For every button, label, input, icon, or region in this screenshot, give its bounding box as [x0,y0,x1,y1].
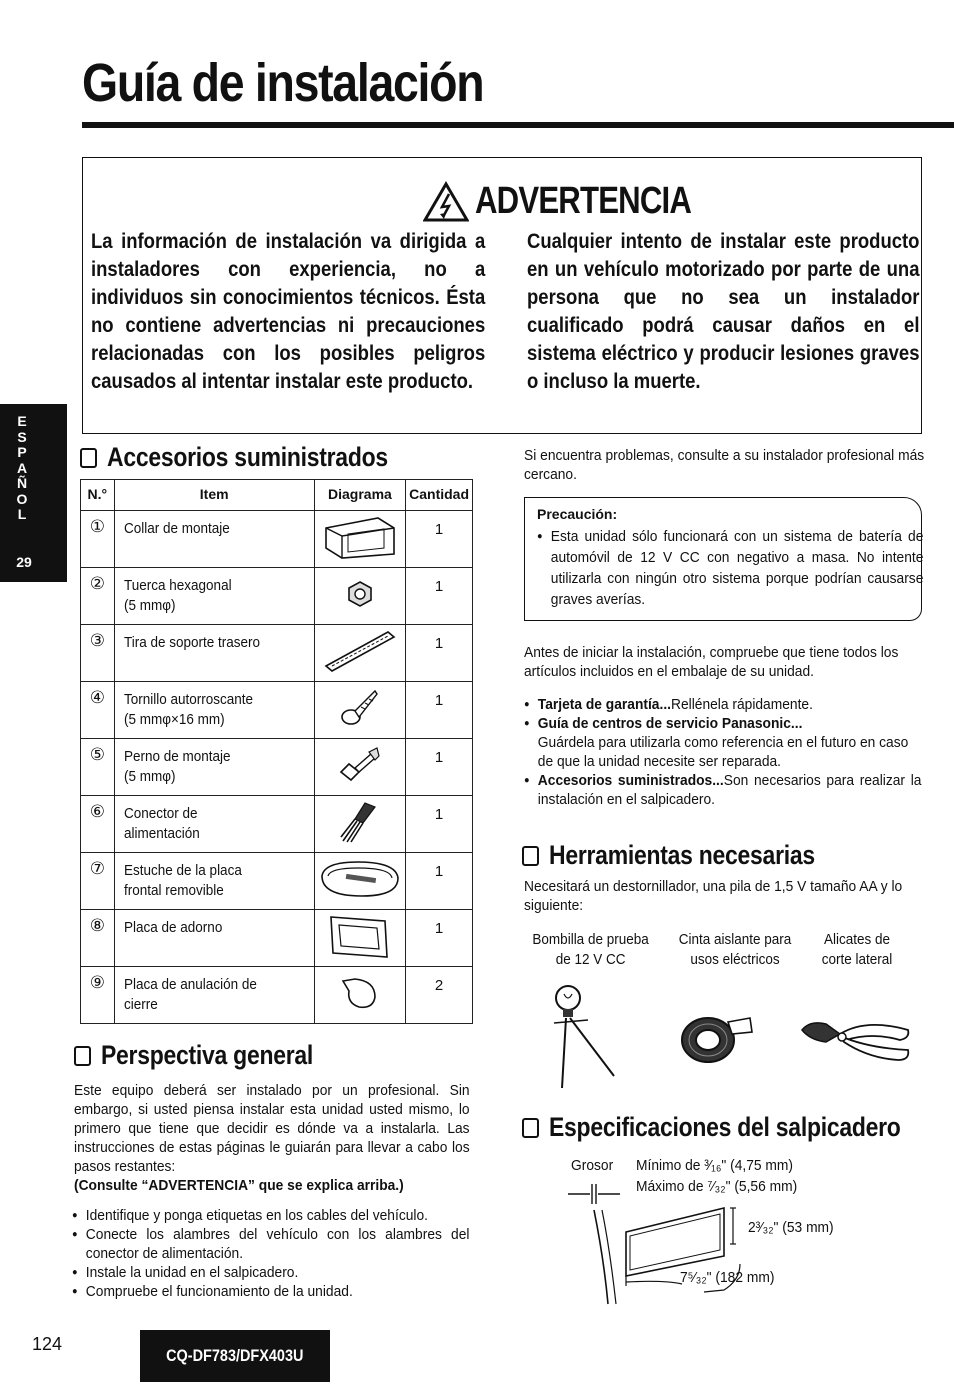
opening-height: 2³⁄₃₂" (53 mm) [748,1219,834,1236]
insulating-tape-icon [676,1010,756,1068]
item-name: Placa de adorno [123,919,223,936]
list-item: ● Instale la unidad en el salpicadero. [72,1263,469,1282]
row-number: ④ [81,682,115,739]
opening-width: 7⁵⁄₃₂" (182 mm) [680,1269,775,1286]
mounting-collar-icon [320,514,400,560]
item-label: Accesorios suministrados... [537,772,724,789]
side-tab-letter: S [17,428,27,445]
row-number: ② [81,568,115,625]
tool-label: Bombilla de prueba de 12 V CC [532,931,649,968]
overview-heading [74,1040,350,1071]
caution-text: ● Esta unidad sólo funcionará con un sistema de batería de automóvil de 12 V CC con negativo a masa. No intente utilizarla con ningún otro sistema porque podrían causarse graves averías. [537,526,923,610]
side-tab-letter: L [17,506,27,522]
row-number: ⑤ [81,739,115,796]
list-item [524,714,921,771]
tool-label: Alicates de corte lateral [821,931,893,968]
table-row [81,853,473,910]
item-quantity: 1 [406,625,473,682]
row-number: ⑧ [81,910,115,967]
item-quantity: 1 [406,796,473,853]
checkbox-icon [74,1046,91,1066]
item-quantity: 1 [406,511,473,568]
item-name: Perno de montaje (5 mmφ) [123,748,231,785]
table-row [81,796,473,853]
item-label: Guía de centros de servicio Panasonic... [537,715,803,732]
overview-bullet-list [72,1206,469,1301]
item-quantity: 1 [406,568,473,625]
dashboard-spec-heading [522,1112,954,1143]
dashboard-spec-heading-text: Especificaciones del salpicadero [549,1112,901,1142]
side-tab-letter: P [17,444,27,460]
problems-intro: Si encuentra problemas, consulte a su instalador profesional más cercano. [524,447,925,483]
item-quantity: 1 [406,910,473,967]
row-number: ① [81,511,115,568]
item-quantity: 2 [406,967,473,1024]
table-row [81,739,473,796]
item-quantity: 1 [406,853,473,910]
item-quantity: 1 [406,682,473,739]
included-items-list [524,695,921,809]
thickness-max: Máximo de ⁷⁄₃₂" (5,56 mm) [636,1178,798,1195]
list-item: ● Conecte los alambres del vehículo con los alambres del conector de alimentación. [72,1225,469,1263]
power-connector-icon [335,799,385,845]
column-header: N.° [81,480,115,511]
item-name: Tuerca hexagonal (5 mmφ) [123,577,232,614]
tapping-screw-icon [335,685,385,731]
column-header: Cantidad [406,480,473,511]
column-header: Diagrama [314,480,405,511]
side-tab-letter: Ñ [16,475,28,491]
item-name: Tira de soporte trasero [123,634,260,651]
check-contents-text: Antes de iniciar la instalación, compruebe que tiene todos los artículos incluidos en el embalaje de su unidad. [524,644,899,680]
item-label: Tarjeta de garantía... [537,696,671,713]
trim-plate-icon [325,911,395,961]
table-row [81,682,473,739]
tool-label: Cinta aislante para usos eléctricos [678,931,792,968]
warning-text-left: La información de instalación va dirigida a instaladores con experiencia, no a individuos sin conocimientos técnicos. Ésta no contiene advertencias ni precauciones relacionadas con los posibles peligros causados al intentar instalar este producto. [91,230,486,393]
dashboard-opening-diagram [564,1180,764,1310]
accessories-heading-text: Accesorios suministrados [107,442,388,472]
caution-box [524,497,922,621]
faceplate-case-icon [318,856,402,902]
page-title: Guía de instalación [82,53,484,113]
language-side-tab [0,404,67,582]
caution-title: Precaución: [537,506,618,522]
model-badge [140,1330,330,1382]
overview-text: Este equipo deberá ser instalado por un profesional. Sin embargo, si usted piensa instalar esta unidad usted mismo, lo primero que tiene que decidir es dónde va a instalarla. Las instrucciones de estas páginas le guiarán para llevar a cabo los pasos restantes: [74,1082,470,1175]
table-row [81,625,473,682]
warning-text-right: Cualquier intento de instalar este producto en un vehículo motorizado por parte de una persona que no sea un instalador cualificado podrá causar daños en el sistema eléctrico y producir lesiones graves o incluso la muerte. [527,230,920,393]
side-tab-letter: O [16,490,28,507]
item-description: Rellénela rápidamente. [670,696,813,713]
accessories-heading [80,442,437,473]
electric-hazard-icon [423,181,469,223]
accessories-table [80,479,473,1024]
row-number: ⑨ [81,967,115,1024]
list-item [524,695,921,714]
item-name: Estuche de la placa frontal removible [123,862,242,899]
item-quantity: 1 [406,739,473,796]
page-number: 124 [32,1334,63,1354]
list-item: ● Identifique y ponga etiquetas en los cables del vehículo. [72,1206,469,1225]
rear-support-strap-icon [320,628,400,674]
checkbox-icon [522,846,539,866]
thickness-label: Grosor [571,1157,614,1174]
item-description: Son necesarios para realizar la instalación en el salpicadero. [537,772,922,808]
list-item [524,771,921,809]
mounting-bolt-icon [335,742,385,788]
tools-heading-text: Herramientas necesarias [549,840,815,870]
model-number: CQ-DF783/DFX403U [166,1346,304,1365]
tools-intro: Necesitará un destornillador, una pila de 1,5 V tamaño AA y lo siguiente: [524,878,903,914]
overview-note: (Consulte “ADVERTENCIA” que se explica arriba.) [74,1177,404,1194]
checkbox-icon [522,1118,539,1138]
list-item: ● Compruebe el funcionamiento de la unidad. [72,1282,469,1301]
warning-heading [423,180,738,223]
row-number: ⑥ [81,796,115,853]
side-tab-letter: A [16,459,28,476]
tools-heading [522,840,862,871]
warning-box [82,157,922,434]
item-name: Conector de alimentación [123,805,200,842]
item-description: Guárdela para utilizarla como referencia en el futuro en caso de que la unidad necesite ser reparada. [537,734,909,770]
side-cutter-pliers-icon [802,1023,908,1060]
test-lamp-icon [544,978,624,1094]
item-name: Placa de anulación de cierre [123,976,257,1013]
table-row [81,910,473,967]
side-tab-letters [0,414,44,523]
table-row [81,568,473,625]
item-name: Collar de montaje [123,520,230,537]
checkbox-icon [80,448,97,468]
lock-cancel-plate-icon [335,973,385,1013]
table-row [81,511,473,568]
thickness-min: Mínimo de ³⁄₁₆" (4,75 mm) [636,1157,793,1174]
warning-heading-text: ADVERTENCIA [475,180,692,222]
row-number: ⑦ [81,853,115,910]
side-tab-page-number: 29 [16,554,32,570]
item-name: Tornillo autorroscante (5 mmφ×16 mm) [123,691,253,728]
table-header-row [81,480,473,511]
side-tab-letter: E [17,413,27,429]
overview-heading-text: Perspectiva general [101,1040,314,1070]
hex-nut-icon [345,579,375,609]
table-row [81,967,473,1024]
title-rule [82,122,954,128]
row-number: ③ [81,625,115,682]
column-header: Item [114,480,314,511]
